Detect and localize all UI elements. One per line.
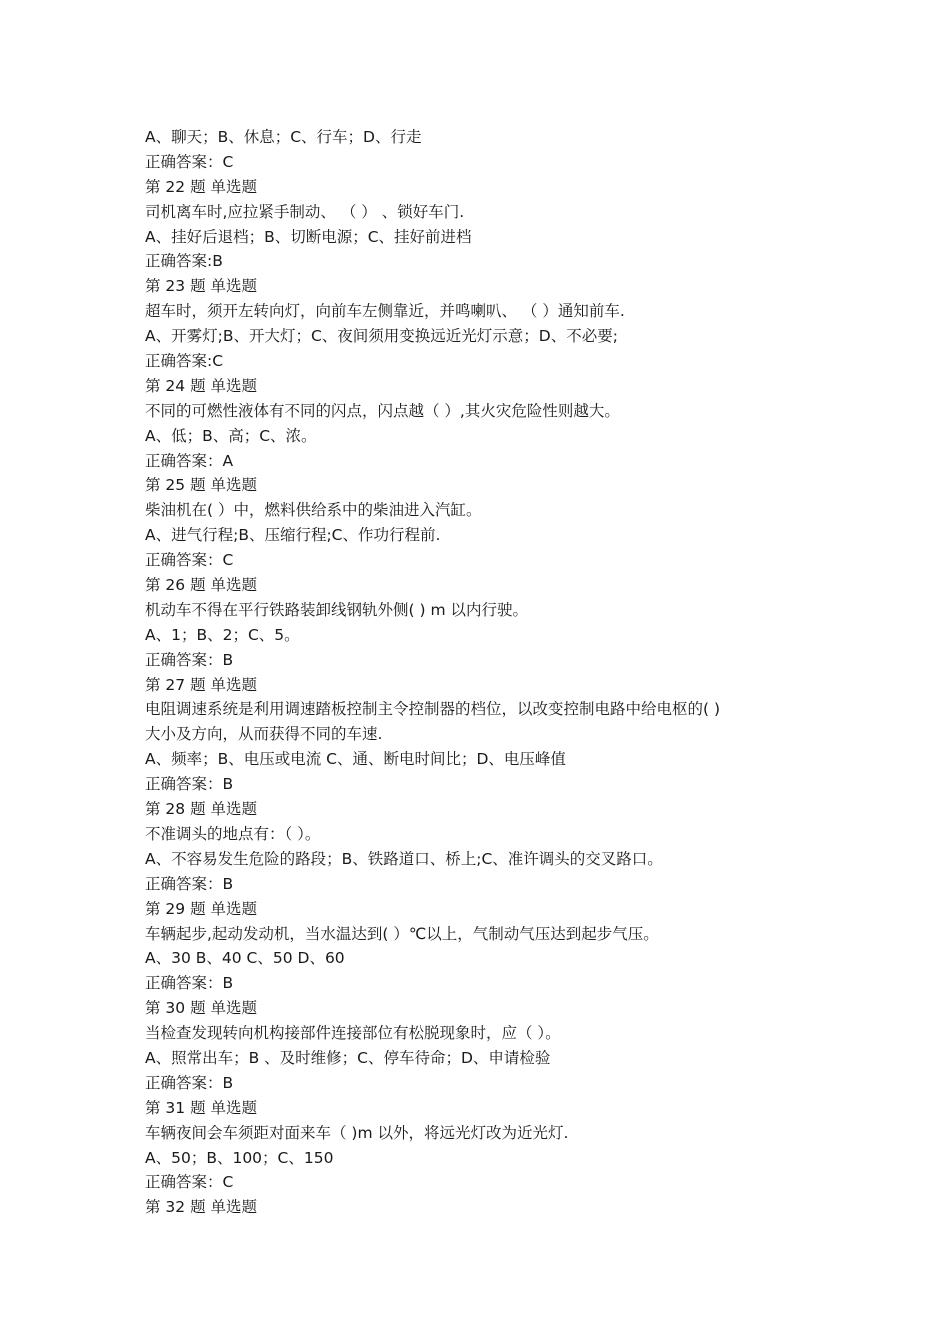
text-line: 正确答案:C: [145, 352, 224, 371]
text-line: 第 30 题 单选题: [145, 999, 258, 1018]
text-line: 第 28 题 单选题: [145, 800, 258, 819]
text-line: A、不容易发生危险的路段；B、铁路道口、桥上;C、准许调头的交叉路口。: [145, 849, 663, 868]
text-line: 正确答案:B: [145, 252, 223, 271]
text-line: A、照常出车；B 、及时维修；C、停车待命；D、申请检验: [145, 1048, 551, 1067]
text-line: 不准调头的地点有：（ ）。: [145, 824, 321, 843]
text-line: 第 29 题 单选题: [145, 899, 258, 918]
text-line: 正确答案：B: [145, 775, 234, 794]
text-line: 正确答案：A: [145, 451, 234, 470]
text-line: 第 27 题 单选题: [145, 675, 258, 694]
text-line: A、30 B、40 C、50 D、60: [145, 949, 345, 968]
text-line: 当检查发现转向机构接部件连接部位有松脱现象时，应（ ）。: [145, 1024, 561, 1043]
text-line: 车辆起步,起动发动机，当水温达到( ）℃以上，气制动气压达到起步气压。: [145, 924, 659, 943]
text-line: A、开雾灯;B、开大灯；C、夜间须用变换远近光灯示意；D、不必要;: [145, 327, 618, 346]
text-line: 正确答案：B: [145, 650, 234, 669]
text-line: A、聊天；B、休息；C、行车；D、行走: [145, 128, 422, 146]
question-list: [145, 125, 835, 1220]
text-line: 第 25 题 单选题: [145, 476, 258, 495]
text-line: 正确答案：C: [145, 152, 234, 171]
text-line: 第 23 题 单选题: [145, 277, 258, 296]
text-line: 第 26 题 单选题: [145, 576, 258, 595]
text-line: A、挂好后退档；B、切断电源；C、挂好前进档: [145, 227, 472, 246]
text-line: 正确答案：C: [145, 1173, 234, 1192]
text-line: 第 22 题 单选题: [145, 177, 258, 196]
text-line: 正确答案：B: [145, 1073, 234, 1092]
text-line: 第 31 题 单选题: [145, 1098, 258, 1117]
text-line: 不同的可燃性液体有不同的闪点，闪点越（ ）,其火灾危险性则越大。: [145, 401, 620, 420]
text-line: A、1；B、2；C、5。: [145, 625, 300, 644]
text-line: 第 32 题 单选题: [145, 1198, 258, 1217]
text-line: 大小及方向，从而获得不同的车速.: [145, 725, 383, 744]
text-line: 第 24 题 单选题: [145, 376, 258, 395]
text-line: 正确答案：C: [145, 551, 234, 570]
text-line: 电阻调速系统是利用调速踏板控制主令控制器的档位，以改变控制电路中给电枢的( ): [145, 700, 721, 719]
text-line: A、低；B、高；C、浓。: [145, 426, 317, 445]
text-line: 机动车不得在平行铁路装卸线钢轨外侧( ) m 以内行驶。: [145, 600, 528, 619]
text-line: A、频率；B、电压或电流 C、通、断电时间比；D、电压峰值: [145, 750, 566, 769]
text-line: 柴油机在( ）中，燃料供给系中的柴油进入汽缸。: [145, 501, 482, 520]
text-line: A、50；B、100；C、150: [145, 1148, 334, 1167]
text-line: 司机离车时,应拉紧手制动、 （ ） 、锁好车门.: [145, 202, 465, 221]
text-line: 正确答案：B: [145, 974, 234, 993]
text-line: A、进气行程;B、压缩行程;C、作功行程前.: [145, 526, 441, 545]
text-line: 超车时，须开左转向灯，向前车左侧靠近，并鸣喇叭、 （ ）通知前车.: [145, 302, 625, 321]
text-line: 正确答案：B: [145, 874, 234, 893]
text-line: 车辆夜间会车须距对面来车（ )m 以外，将远光灯改为近光灯.: [145, 1123, 569, 1142]
